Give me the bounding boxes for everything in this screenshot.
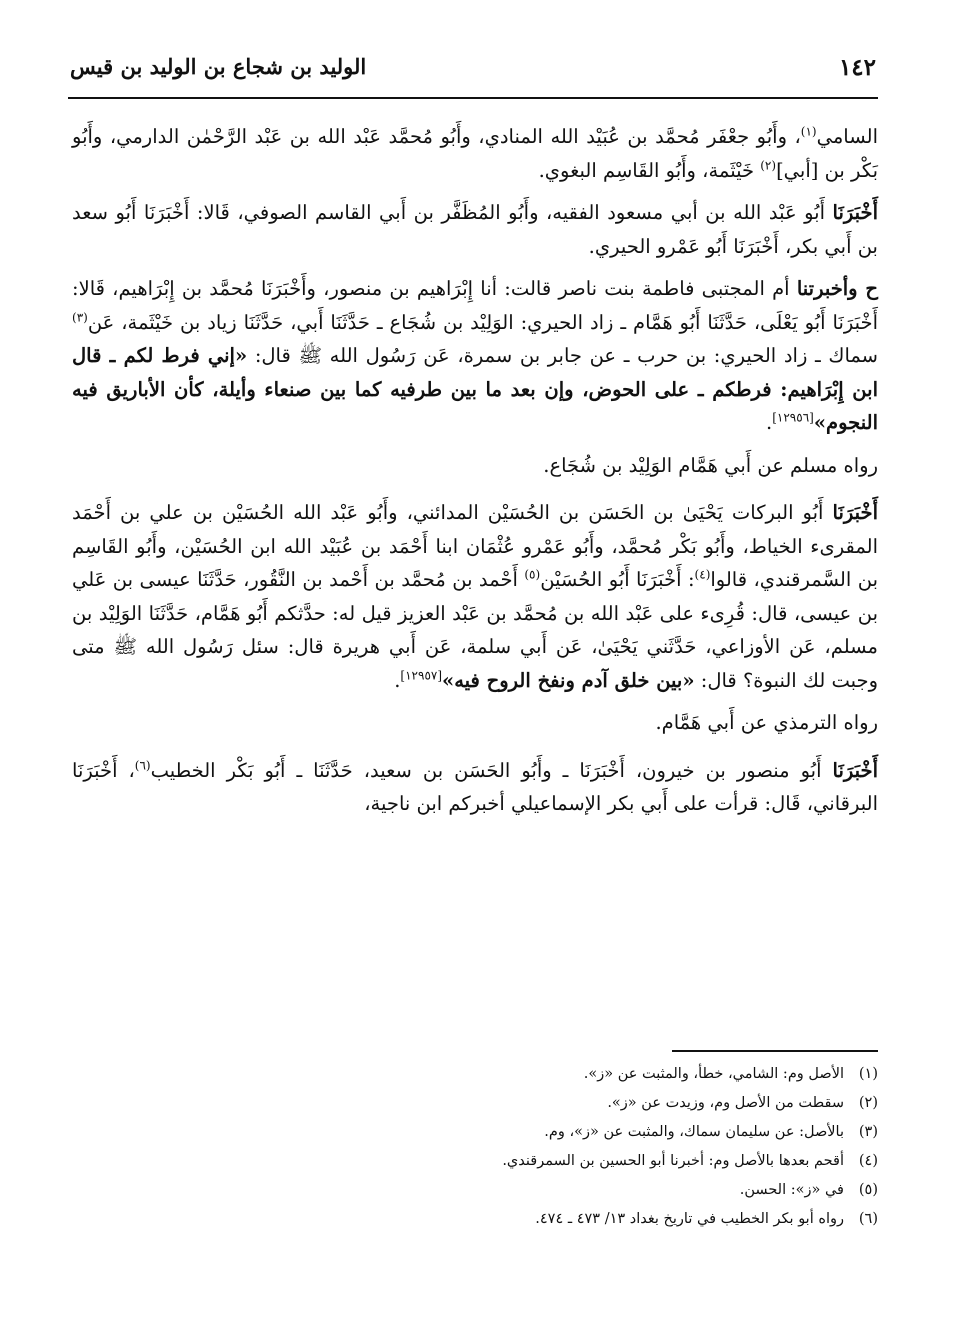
footnote-number: (٢): [858, 1095, 878, 1111]
footnote-text: أقحم بعدها بالأصل وم: أخبرنا أبو الحسين بن السمرقندي.: [502, 1153, 844, 1169]
footnote-text: رواه أبو بكر الخطيب في تاريخ بغداد ١٣/ ٤٧٣ ـ ٤٧٤.: [535, 1211, 844, 1227]
paragraph: [72, 449, 878, 483]
footnotes: [98, 1060, 878, 1234]
running-title: الوليد بن شجاع بن الوليد بن قيس: [70, 54, 367, 79]
footnote-text: الأصل وم: الشامي، خطأ، والمثبت عن «ز».: [583, 1066, 844, 1082]
footnote-separator: [672, 1050, 878, 1052]
footnote-number: (٥): [858, 1182, 878, 1198]
footnote-ref: (٦): [134, 758, 151, 772]
bold-phrase: «إني فرط لكم ـ قال ابن إِبْرَاهيم: فرطكم ـ على الحوض، وإن بعد ما بين طرفيه كما بين صنعاء وأيلة، كأن الأباريق فيه النجوم»: [72, 344, 878, 434]
footnote-text: بالأصل: عن سليمان سماك، والمثبت عن «ز»، وم.: [544, 1124, 844, 1140]
main-text: [72, 120, 878, 830]
bold-phrase: أَخْبَرَنَا: [832, 501, 878, 524]
paragraph: [72, 706, 878, 740]
bold-phrase: «بين خلق آدم ونفخ الروح فيه»: [442, 668, 695, 692]
footnote-number: (١): [858, 1066, 878, 1082]
text-run: .: [394, 668, 401, 692]
paragraph: [72, 196, 878, 263]
text-run: أَحْمد بن مُحمَّد بن أَحْمد بن النَّقُور، حَدَّثَنَا عيسى بن عَلي بن عيسى، قال: قُرِىء على عَبْد الله بن مُحمَّد بن عَبْد العزيز قيل له: حدَّثكم أَبُو هَمَّام، حَدَّثَنَا الوَلِيْد بن مسلم، عَن الأوزاعي، حَدَّثَني يَحْيَىٰ، عَن أَبي سلمة، عَن أَبي هريرة قال: سئل رَسُول الله ﷺ متى وجبت لك النبوة؟ قال:: [72, 568, 878, 692]
text-run: خَيْثَمة، وأَبُو القَاسِم البغوي.: [538, 158, 761, 182]
footnote: [98, 1060, 878, 1089]
footnote-ref: [١٢٩٥٧]: [400, 668, 443, 682]
text-run: رواه الترمذي عن أَبي هَمَّام.: [655, 711, 878, 734]
page-header: [68, 48, 878, 96]
footnote-number: (٣): [858, 1124, 878, 1140]
paragraph: [72, 272, 878, 440]
header-rule: [68, 97, 878, 99]
text-run: .: [766, 411, 773, 434]
text-run: ، وأَبُو جعْفَر مُحمَّد بن عُبَيْد الله المنادي، وأَبُو مُحمَّد عَبْد الله بن عَبْد الرَّحْمٰن الدارمي، وأَبُو بَكْر بن [أبي]: [72, 125, 878, 182]
page-number: ١٤٢: [838, 54, 876, 81]
footnote: [98, 1118, 878, 1147]
footnote-number: (٦): [858, 1211, 878, 1227]
footnote: [98, 1147, 878, 1176]
paragraph: [72, 120, 878, 187]
paragraph: [72, 496, 878, 697]
bold-phrase: أَخْبَرَنَا: [832, 201, 878, 224]
bold-phrase: أَخْبَرَنَا: [832, 758, 878, 782]
text-run: أَبُو منصور بن خيرون، أَخْبَرَنَا ـ وأَبُو الحَسَن بن سعيد، حَدَّثَنَا ـ أَبُو بَكْر الخطيب: [150, 758, 833, 782]
footnote-ref: (٣): [72, 310, 88, 324]
text-run: السامي: [816, 125, 878, 148]
footnote-ref: (٥): [524, 567, 541, 582]
footnote: [98, 1176, 878, 1205]
text-run: أَبُو البركات يَحْيَىٰ بن الحَسَن بن الحُسَيْن المدائني، وأَبُو عَبْد الله الحُسَيْن بن علي بن أَحْمَد المقرىء الخياط، وأَبُو بَكْر مُحمَّد، وأَبُو عَمْرو عُثْمَان ابنا أَحْمَد بن عُبَيْد الله ابن الحُسَيْن، وأَبُو القَاسِم بن السَّمرقندي، قالوا: [72, 501, 879, 591]
text-run: سماك ـ زاد الحيري: بن حرب ـ عن جابر بن سمرة، عَن رَسُول الله ﷺ قال:: [247, 344, 878, 367]
text-run: : أَخْبَرَنَا أَبُو الحُسَيْن: [540, 568, 695, 591]
text-run: ، أَخْبَرَنَا البرقاني، قَال: قرأت على أَبي بكر الإسماعيلي أخبركم ابن ناجية،: [72, 758, 878, 815]
footnote-number: (٤): [858, 1153, 878, 1169]
footnote-text: في «ز»: الحسن.: [739, 1182, 844, 1198]
text-run: أم المجتبى فاطمة بنت ناصر قالت: أنا إِبْرَاهيم بن منصور، وأَخْبَرَنَا مُحمَّد بن إِبْرَاهيم، قَالا: أَخْبَرَنَا أَبُو يَعْلَى، حَدَّثَنَا أَبُو هَمَّام ـ زاد الحيري: الوَلِيْد بن شُجَاع ـ حَدَّثَنَا أَبي، حَدَّثَنَا زياد بن خَيْثَمة، عَن: [72, 277, 878, 334]
paragraph: [72, 754, 878, 821]
footnote-text: سقطت من الأصل وم، وزيدت عن «ز».: [607, 1095, 844, 1111]
footnote-ref: (٢): [760, 158, 777, 172]
text-run: أَبُو عَبْد الله بن أبي مسعود الفقيه، وأَبُو المُظَفَّر بن أَبي القاسم الصوفي، قَالا: أَخْبَرَنَا أَبُو سعد بن أَبي بكر، أَخْبَرَنَا أَبُو عَمْرو الحيري.: [72, 201, 878, 258]
footnote-ref: [١٢٩٥٦]: [772, 410, 814, 425]
footnote-ref: (٤): [694, 567, 711, 582]
bold-phrase: ح وأخبرتنا: [796, 277, 878, 300]
text-run: رواه مسلم عن أَبي هَمَّام الوَلِيْد بن شُجَاع.: [543, 453, 878, 477]
footnote: [98, 1205, 878, 1234]
footnote: [98, 1089, 878, 1118]
footnote-ref: (١): [800, 124, 817, 139]
